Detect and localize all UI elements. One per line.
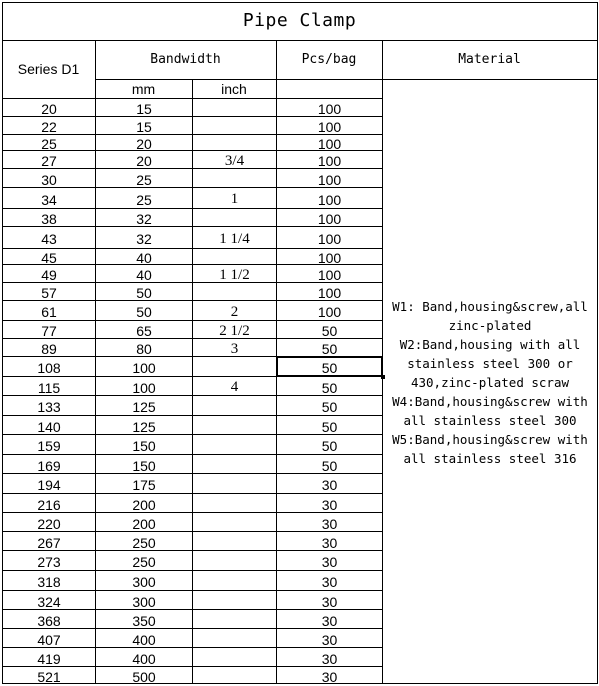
series-cell[interactable]: 77 [41, 323, 57, 338]
pcs-cell[interactable]: 50 [321, 457, 338, 473]
series-cell[interactable]: 419 [37, 650, 61, 666]
mm-cell[interactable]: 200 [132, 515, 156, 531]
mm-cell[interactable]: 300 [132, 593, 156, 609]
mm-cell[interactable]: 150 [132, 438, 156, 454]
pcs-cell[interactable]: 30 [321, 668, 338, 683]
inch-cell[interactable]: 1 1/4 [219, 230, 250, 247]
series-cell[interactable]: 194 [37, 477, 61, 493]
header-series-d1[interactable]: Series D1 [17, 61, 80, 77]
mm-cell[interactable]: 50 [136, 285, 152, 300]
pcs-cell[interactable]: 30 [321, 631, 338, 647]
inch-cell[interactable] [193, 610, 276, 628]
header-mm[interactable]: mm [131, 80, 156, 97]
mm-cell[interactable]: 32 [136, 211, 152, 226]
series-cell[interactable]: 133 [37, 399, 61, 415]
pcs-cell[interactable]: 100 [317, 136, 342, 150]
pcs-cell[interactable]: 100 [317, 267, 342, 282]
table-border [597, 2, 598, 684]
pcs-cell[interactable]: 30 [321, 534, 338, 550]
series-cell[interactable]: 43 [41, 231, 57, 247]
selected-cell-outline [276, 356, 383, 377]
series-cell[interactable]: 324 [37, 593, 61, 609]
inch-cell[interactable] [193, 474, 276, 493]
pcs-cell[interactable]: 50 [321, 323, 338, 338]
table-border [2, 683, 598, 684]
series-cell[interactable]: 368 [37, 612, 61, 628]
inch-cell[interactable] [193, 357, 276, 376]
inch-cell[interactable]: 3 [230, 340, 239, 356]
pcs-cell[interactable]: 30 [321, 496, 338, 512]
inch-cell[interactable] [193, 629, 276, 647]
series-cell[interactable]: 61 [41, 304, 57, 320]
series-cell[interactable]: 25 [41, 136, 57, 150]
mm-cell[interactable]: 25 [136, 191, 152, 208]
mm-cell[interactable]: 300 [132, 574, 156, 590]
series-cell[interactable]: 27 [41, 153, 57, 168]
inch-cell[interactable] [193, 249, 276, 264]
inch-cell[interactable] [193, 667, 276, 683]
series-cell[interactable]: 216 [37, 496, 61, 512]
pcs-cell[interactable]: 50 [321, 418, 338, 434]
inch-cell[interactable] [193, 209, 276, 226]
inch-cell[interactable] [193, 532, 276, 550]
mm-cell[interactable]: 80 [136, 341, 152, 356]
inch-cell[interactable] [193, 396, 276, 415]
mm-cell[interactable]: 500 [132, 668, 156, 683]
mm-cell[interactable]: 250 [132, 554, 156, 570]
series-cell[interactable]: 89 [41, 341, 57, 356]
mm-cell[interactable]: 25 [136, 171, 152, 187]
inch-cell[interactable]: 1 [230, 191, 239, 207]
fill-handle[interactable] [381, 375, 385, 379]
pcs-cell[interactable]: 30 [321, 477, 338, 493]
header-pcs-per-bag[interactable]: Pcs/bag [301, 52, 357, 67]
mm-cell[interactable]: 40 [136, 267, 152, 282]
pcs-cell[interactable]: 50 [321, 360, 338, 376]
inch-cell[interactable] [193, 435, 276, 454]
series-cell[interactable]: 34 [41, 191, 57, 208]
pcs-cell[interactable]: 30 [321, 554, 338, 570]
inch-cell[interactable] [193, 551, 276, 570]
inch-cell[interactable]: 2 [230, 303, 239, 320]
series-cell[interactable]: 49 [41, 267, 57, 282]
mm-cell[interactable]: 40 [136, 250, 152, 264]
header-material[interactable]: Material [458, 52, 521, 67]
mm-cell[interactable]: 65 [136, 323, 152, 338]
mm-cell[interactable]: 100 [132, 360, 156, 376]
header-inch[interactable]: inch [221, 80, 247, 97]
inch-cell[interactable]: 1 1/2 [219, 266, 250, 282]
pcs-cell[interactable]: 30 [321, 650, 338, 666]
inch-cell[interactable] [193, 455, 276, 473]
inch-cell[interactable] [193, 169, 276, 187]
series-cell[interactable]: 267 [37, 534, 61, 550]
series-cell[interactable]: 22 [41, 119, 57, 134]
mm-cell[interactable]: 32 [136, 231, 152, 247]
inch-cell[interactable]: 3/4 [224, 152, 245, 168]
mm-cell[interactable]: 15 [136, 119, 152, 134]
pcs-cell[interactable]: 30 [321, 593, 338, 609]
pcs-cell[interactable]: 100 [317, 101, 342, 116]
mm-cell[interactable]: 100 [132, 379, 156, 395]
material-description[interactable]: W1: Band,housing&screw,all zinc-plated W2:Band,housing with all stainless steel 300 or 430,zinc-plated scraw W4:Band,housing&screw with all stainless steel 300 W5:Band,housing&screw with all stainless steel 316 [392, 299, 588, 466]
series-cell[interactable]: 407 [37, 631, 61, 647]
inch-cell[interactable] [193, 99, 276, 116]
inch-cell[interactable] [193, 416, 276, 434]
mm-cell[interactable]: 200 [132, 496, 156, 512]
pcs-cell[interactable]: 100 [317, 191, 342, 208]
pcs-cell[interactable]: 30 [321, 574, 338, 590]
mm-cell[interactable]: 125 [132, 399, 156, 415]
inch-cell[interactable] [193, 283, 276, 300]
series-cell[interactable]: 20 [41, 101, 57, 116]
inch-cell[interactable] [193, 648, 276, 666]
series-cell[interactable]: 108 [37, 360, 61, 376]
pcs-cell[interactable]: 30 [321, 515, 338, 531]
series-cell[interactable]: 318 [37, 574, 61, 590]
mm-cell[interactable]: 15 [136, 101, 152, 116]
pcs-cell[interactable]: 50 [321, 379, 338, 395]
inch-cell[interactable] [193, 591, 276, 609]
inch-cell[interactable]: 2 1/2 [219, 322, 250, 338]
pcs-cell[interactable]: 100 [317, 285, 342, 300]
pcs-cell[interactable]: 100 [317, 171, 342, 187]
pcs-cell[interactable]: 100 [317, 304, 342, 320]
pcs-cell[interactable]: 100 [317, 250, 342, 264]
pcs-cell[interactable]: 100 [317, 153, 342, 168]
inch-cell[interactable] [193, 135, 276, 150]
inch-cell[interactable]: 4 [230, 379, 239, 395]
series-cell[interactable]: 38 [41, 211, 57, 226]
inch-cell[interactable] [193, 513, 276, 531]
mm-cell[interactable]: 175 [132, 477, 156, 493]
header-bandwidth[interactable]: Bandwidth [150, 52, 221, 67]
series-cell[interactable]: 57 [41, 285, 57, 300]
pcs-cell[interactable]: 100 [317, 211, 342, 226]
mm-cell[interactable]: 20 [136, 153, 152, 168]
mm-cell[interactable]: 125 [132, 418, 156, 434]
pcs-cell[interactable]: 50 [321, 341, 338, 356]
series-cell[interactable]: 220 [37, 515, 61, 531]
series-cell[interactable]: 521 [37, 668, 61, 683]
series-cell[interactable]: 159 [37, 438, 61, 454]
inch-cell[interactable] [193, 494, 276, 512]
series-cell[interactable]: 115 [37, 379, 61, 395]
series-cell[interactable]: 169 [37, 457, 61, 473]
mm-cell[interactable]: 150 [132, 457, 156, 473]
series-cell[interactable]: 45 [41, 250, 57, 264]
series-cell[interactable]: 273 [37, 554, 61, 570]
mm-cell[interactable]: 400 [132, 650, 156, 666]
mm-cell[interactable]: 50 [136, 304, 152, 320]
series-cell[interactable]: 140 [37, 418, 61, 434]
inch-cell[interactable] [193, 571, 276, 590]
mm-cell[interactable]: 250 [132, 534, 156, 550]
mm-cell[interactable]: 20 [136, 136, 152, 150]
pcs-cell[interactable]: 50 [321, 438, 338, 454]
pcs-cell[interactable]: 100 [317, 231, 342, 247]
mm-cell[interactable]: 400 [132, 631, 156, 647]
series-cell[interactable]: 30 [41, 171, 57, 187]
pcs-cell[interactable]: 50 [321, 399, 338, 415]
pcs-cell[interactable]: 30 [321, 612, 338, 628]
mm-cell[interactable]: 350 [132, 612, 156, 628]
pcs-cell[interactable]: 100 [317, 119, 342, 134]
table-title: Pipe Clamp [242, 10, 357, 31]
inch-cell[interactable] [193, 117, 276, 134]
